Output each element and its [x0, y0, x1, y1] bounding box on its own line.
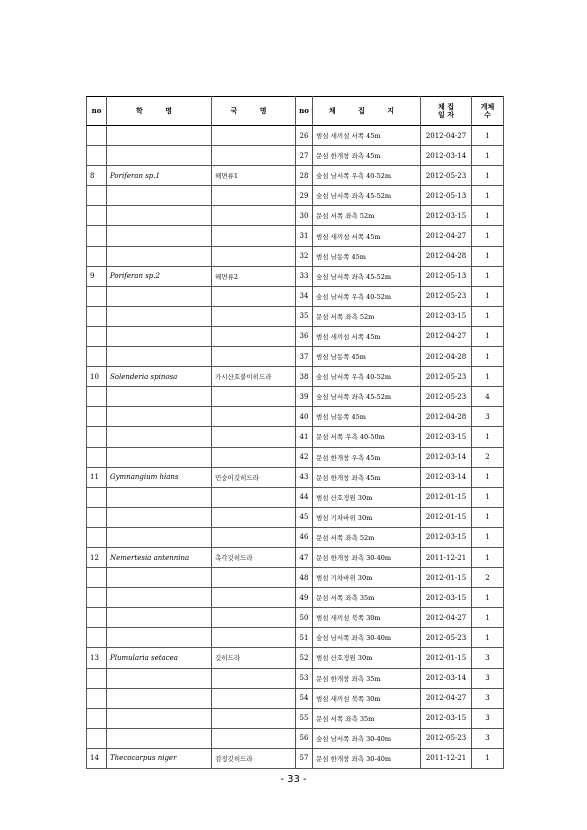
- cell-collection-date: 2012-05-23: [421, 728, 472, 748]
- cell-no: 11: [87, 467, 107, 487]
- cell-collection-date: 2012-03-15: [421, 427, 472, 447]
- cell-korean-name: [212, 146, 296, 166]
- cell-collection-date: 2012-03-15: [421, 527, 472, 547]
- cell-scientific-name: [107, 226, 212, 246]
- cell-no: [87, 126, 107, 146]
- cell-no: 9: [87, 266, 107, 286]
- cell-no: [87, 286, 107, 306]
- cell-collection-date: 2012-03-15: [421, 588, 472, 608]
- table-row: [87, 306, 504, 326]
- table-row: [87, 467, 504, 487]
- cell-count: 1: [472, 427, 504, 447]
- cell-count: 1: [472, 306, 504, 326]
- cell-collection-date: 2012-04-28: [421, 407, 472, 427]
- cell-collection-site: 숲섬 남서쪽 좌측 30-40m: [313, 728, 421, 748]
- cell-record-no: 26: [296, 126, 313, 146]
- table-row: [87, 628, 504, 648]
- cell-no: [87, 688, 107, 708]
- header-no2: no: [296, 97, 313, 126]
- cell-record-no: 38: [296, 367, 313, 387]
- table-row: [87, 527, 504, 547]
- cell-scientific-name: [107, 447, 212, 467]
- cell-collection-date: 2012-03-15: [421, 306, 472, 326]
- cell-collection-date: 2012-05-23: [421, 166, 472, 186]
- cell-collection-date: 2012-01-15: [421, 507, 472, 527]
- cell-collection-date: 2012-05-23: [421, 628, 472, 648]
- cell-scientific-name: [107, 146, 212, 166]
- cell-scientific-name: [107, 126, 212, 146]
- cell-record-no: 28: [296, 166, 313, 186]
- cell-no: [87, 387, 107, 407]
- cell-record-no: 50: [296, 608, 313, 628]
- cell-collection-date: 2012-05-23: [421, 387, 472, 407]
- cell-collection-site: 범섬 산호정원 30m: [313, 648, 421, 668]
- cell-count: 4: [472, 387, 504, 407]
- cell-no: [87, 326, 107, 346]
- table-row: [87, 367, 504, 387]
- table-row: [87, 507, 504, 527]
- page-number: - 33 -: [280, 774, 307, 785]
- cell-korean-name: [212, 668, 296, 688]
- cell-collection-site: 범섬 남동쪽 45m: [313, 246, 421, 266]
- table-row: [87, 568, 504, 588]
- cell-korean-name: [212, 206, 296, 226]
- cell-count: 1: [472, 347, 504, 367]
- cell-count: 1: [472, 547, 504, 567]
- cell-collection-site: 범섬 남동쪽 45m: [313, 347, 421, 367]
- cell-scientific-name: Poriferan sp.2: [107, 266, 212, 286]
- cell-count: 3: [472, 668, 504, 688]
- cell-korean-name: [212, 186, 296, 206]
- cell-korean-name: [212, 246, 296, 266]
- cell-scientific-name: [107, 728, 212, 748]
- cell-no: [87, 568, 107, 588]
- cell-scientific-name: [107, 306, 212, 326]
- cell-collection-site: 숲섬 남서쪽 좌측 45-52m: [313, 186, 421, 206]
- table-row: [87, 407, 504, 427]
- cell-no: [87, 487, 107, 507]
- cell-korean-name: [212, 126, 296, 146]
- cell-no: 13: [87, 648, 107, 668]
- cell-count: 1: [472, 507, 504, 527]
- table-row: [87, 347, 504, 367]
- cell-scientific-name: Thecocarpus niger: [107, 748, 212, 768]
- cell-scientific-name: [107, 387, 212, 407]
- cell-collection-date: 2012-04-27: [421, 688, 472, 708]
- cell-collection-date: 2012-03-14: [421, 668, 472, 688]
- cell-count: 1: [472, 286, 504, 306]
- cell-korean-name: [212, 608, 296, 628]
- cell-no: [87, 708, 107, 728]
- cell-collection-site: 문섬 서쪽 좌측 35m: [313, 588, 421, 608]
- cell-collection-site: 문섬 한개창 좌측 35m: [313, 668, 421, 688]
- cell-scientific-name: Plumularia setacea: [107, 648, 212, 668]
- header-no: no: [87, 97, 107, 126]
- cell-scientific-name: [107, 668, 212, 688]
- cell-korean-name: [212, 347, 296, 367]
- cell-count: 1: [472, 487, 504, 507]
- table-row: [87, 648, 504, 668]
- cell-scientific-name: [107, 326, 212, 346]
- cell-korean-name: [212, 387, 296, 407]
- table-row: [87, 588, 504, 608]
- cell-count: 1: [472, 266, 504, 286]
- header-collection-site: 채 집 지: [313, 97, 421, 126]
- cell-korean-name: [212, 568, 296, 588]
- cell-collection-date: 2012-03-15: [421, 206, 472, 226]
- cell-collection-site: 범섬 새끼섬 서쪽 45m: [313, 126, 421, 146]
- cell-collection-site: 범섬 새끼섬 북쪽 30m: [313, 688, 421, 708]
- cell-record-no: 56: [296, 728, 313, 748]
- table-row: [87, 688, 504, 708]
- cell-collection-site: 문섬 서쪽 우측 40-50m: [313, 427, 421, 447]
- cell-collection-date: 2012-04-27: [421, 226, 472, 246]
- cell-korean-name: [212, 447, 296, 467]
- cell-count: 1: [472, 608, 504, 628]
- table-row: [87, 487, 504, 507]
- cell-korean-name: 해면류1: [212, 166, 296, 186]
- cell-collection-date: 2012-04-27: [421, 326, 472, 346]
- cell-collection-site: 문섬 서쪽 좌측 52m: [313, 206, 421, 226]
- cell-collection-date: 2012-03-14: [421, 467, 472, 487]
- cell-count: 1: [472, 588, 504, 608]
- cell-collection-date: 2012-04-28: [421, 347, 472, 367]
- table-row: [87, 447, 504, 467]
- cell-count: 3: [472, 648, 504, 668]
- cell-record-no: 34: [296, 286, 313, 306]
- cell-collection-site: 범섬 산호정원 30m: [313, 487, 421, 507]
- cell-collection-site: 범섬 기차바위 30m: [313, 507, 421, 527]
- cell-collection-site: 숲섬 남서쪽 우측 40-52m: [313, 286, 421, 306]
- cell-collection-site: 숲섬 남서쪽 좌측 45-52m: [313, 387, 421, 407]
- cell-collection-site: 범섬 기차바위 30m: [313, 568, 421, 588]
- cell-collection-site: 범섬 새끼섬 서쪽 45m: [313, 326, 421, 346]
- cell-count: 1: [472, 367, 504, 387]
- cell-korean-name: [212, 326, 296, 346]
- cell-korean-name: 촉각깃히드라: [212, 547, 296, 567]
- cell-record-no: 40: [296, 407, 313, 427]
- cell-collection-site: 문섬 서쪽 좌측 52m: [313, 306, 421, 326]
- table-row: [87, 387, 504, 407]
- cell-count: 1: [472, 246, 504, 266]
- cell-korean-name: 민숭이깃히드라: [212, 467, 296, 487]
- cell-korean-name: [212, 487, 296, 507]
- cell-collection-date: 2012-05-13: [421, 266, 472, 286]
- cell-record-no: 35: [296, 306, 313, 326]
- cell-count: 1: [472, 748, 504, 768]
- cell-collection-site: 문섬 서쪽 좌측 35m: [313, 708, 421, 728]
- cell-collection-site: 범섬 새끼섬 서쪽 45m: [313, 226, 421, 246]
- cell-scientific-name: [107, 427, 212, 447]
- cell-collection-site: 문섬 한개창 좌측 30-40m: [313, 547, 421, 567]
- table-row: [87, 668, 504, 688]
- cell-korean-name: [212, 728, 296, 748]
- cell-collection-date: 2012-05-23: [421, 286, 472, 306]
- cell-collection-site: 문섬 한개창 우측 45m: [313, 447, 421, 467]
- table-row: [87, 166, 504, 186]
- header-count: 개체 수: [472, 97, 504, 126]
- cell-no: [87, 588, 107, 608]
- cell-record-no: 27: [296, 146, 313, 166]
- cell-collection-date: 2012-05-23: [421, 367, 472, 387]
- cell-korean-name: [212, 628, 296, 648]
- cell-scientific-name: [107, 588, 212, 608]
- table-row: [87, 246, 504, 266]
- cell-collection-date: 2012-01-15: [421, 487, 472, 507]
- cell-record-no: 41: [296, 427, 313, 447]
- table-row: [87, 427, 504, 447]
- cell-collection-site: 문섬 서쪽 좌측 52m: [313, 527, 421, 547]
- cell-korean-name: [212, 588, 296, 608]
- cell-collection-site: 숲섬 남서쪽 우측 40-52m: [313, 367, 421, 387]
- cell-count: 1: [472, 166, 504, 186]
- cell-record-no: 42: [296, 447, 313, 467]
- cell-count: 1: [472, 206, 504, 226]
- cell-no: [87, 146, 107, 166]
- cell-korean-name: [212, 708, 296, 728]
- cell-record-no: 57: [296, 748, 313, 768]
- cell-no: [87, 226, 107, 246]
- cell-record-no: 48: [296, 568, 313, 588]
- table-row: [87, 186, 504, 206]
- cell-scientific-name: [107, 628, 212, 648]
- cell-no: [87, 186, 107, 206]
- cell-scientific-name: [107, 487, 212, 507]
- cell-scientific-name: [107, 286, 212, 306]
- cell-count: 1: [472, 467, 504, 487]
- cell-count: 3: [472, 728, 504, 748]
- cell-collection-site: 범섬 새끼섬 북쪽 30m: [313, 608, 421, 628]
- cell-record-no: 51: [296, 628, 313, 648]
- cell-collection-date: 2012-04-27: [421, 608, 472, 628]
- cell-scientific-name: Solenderia spinosa: [107, 367, 212, 387]
- cell-scientific-name: [107, 527, 212, 547]
- cell-scientific-name: [107, 708, 212, 728]
- cell-no: [87, 347, 107, 367]
- cell-scientific-name: [107, 608, 212, 628]
- cell-korean-name: 검정깃히드라: [212, 748, 296, 768]
- cell-korean-name: 깃히드라: [212, 648, 296, 668]
- cell-collection-date: 2012-01-15: [421, 568, 472, 588]
- cell-collection-site: 숲섬 남서쪽 좌측 45-52m: [313, 266, 421, 286]
- cell-no: 14: [87, 748, 107, 768]
- cell-count: 1: [472, 126, 504, 146]
- table-row: [87, 748, 504, 768]
- table-body: [87, 126, 504, 769]
- cell-korean-name: 가시산호붙이히드라: [212, 367, 296, 387]
- table-row: [87, 266, 504, 286]
- cell-korean-name: 해면류2: [212, 266, 296, 286]
- cell-count: 1: [472, 146, 504, 166]
- cell-korean-name: [212, 688, 296, 708]
- cell-collection-date: 2012-01-15: [421, 648, 472, 668]
- cell-collection-date: 2012-03-14: [421, 146, 472, 166]
- cell-no: 10: [87, 367, 107, 387]
- table-row: [87, 206, 504, 226]
- cell-record-no: 39: [296, 387, 313, 407]
- header-korean-name: 국 명: [212, 97, 296, 126]
- cell-korean-name: [212, 226, 296, 246]
- cell-collection-site: 문섬 한개창 좌측 45m: [313, 146, 421, 166]
- cell-scientific-name: Poriferan sp.1: [107, 166, 212, 186]
- cell-collection-site: 문섬 한개창 좌측 30-40m: [313, 748, 421, 768]
- cell-scientific-name: [107, 407, 212, 427]
- specimen-table: [86, 96, 504, 769]
- table-header: [87, 97, 504, 126]
- cell-count: 3: [472, 407, 504, 427]
- cell-collection-site: 범섬 남동쪽 45m: [313, 407, 421, 427]
- cell-count: 1: [472, 326, 504, 346]
- cell-count: 1: [472, 226, 504, 246]
- cell-record-no: 43: [296, 467, 313, 487]
- cell-no: [87, 427, 107, 447]
- cell-record-no: 45: [296, 507, 313, 527]
- cell-count: 1: [472, 628, 504, 648]
- header-scientific-name: 학 명: [107, 97, 212, 126]
- cell-no: [87, 668, 107, 688]
- cell-no: [87, 447, 107, 467]
- cell-count: 1: [472, 186, 504, 206]
- cell-korean-name: [212, 286, 296, 306]
- table-row: [87, 226, 504, 246]
- cell-record-no: 47: [296, 547, 313, 567]
- cell-collection-site: 문섬 한개창 좌측 45m: [313, 467, 421, 487]
- cell-scientific-name: [107, 206, 212, 226]
- cell-record-no: 46: [296, 527, 313, 547]
- table-row: [87, 126, 504, 146]
- cell-record-no: 54: [296, 688, 313, 708]
- cell-no: 12: [87, 547, 107, 567]
- cell-no: 8: [87, 166, 107, 186]
- cell-korean-name: [212, 507, 296, 527]
- table-row: [87, 728, 504, 748]
- cell-collection-date: 2011-12-21: [421, 748, 472, 768]
- cell-record-no: 29: [296, 186, 313, 206]
- cell-scientific-name: Nemertesia antennina: [107, 547, 212, 567]
- cell-count: 1: [472, 527, 504, 547]
- cell-collection-date: 2012-05-13: [421, 186, 472, 206]
- cell-record-no: 37: [296, 347, 313, 367]
- cell-korean-name: [212, 407, 296, 427]
- table-row: [87, 146, 504, 166]
- cell-scientific-name: [107, 246, 212, 266]
- cell-collection-date: 2012-03-15: [421, 708, 472, 728]
- cell-collection-site: 숲섬 남서쪽 우측 40-52m: [313, 166, 421, 186]
- table-row: [87, 547, 504, 567]
- cell-record-no: 52: [296, 648, 313, 668]
- header-collection-date: 채 집 일 자: [421, 97, 472, 126]
- cell-record-no: 31: [296, 226, 313, 246]
- cell-record-no: 30: [296, 206, 313, 226]
- cell-collection-date: 2012-04-28: [421, 246, 472, 266]
- cell-no: [87, 507, 107, 527]
- cell-scientific-name: [107, 507, 212, 527]
- cell-scientific-name: [107, 688, 212, 708]
- cell-scientific-name: [107, 186, 212, 206]
- cell-count: 3: [472, 708, 504, 728]
- cell-no: [87, 246, 107, 266]
- cell-no: [87, 306, 107, 326]
- cell-record-no: 55: [296, 708, 313, 728]
- cell-no: [87, 728, 107, 748]
- table-row: [87, 708, 504, 728]
- cell-count: 2: [472, 568, 504, 588]
- cell-record-no: 53: [296, 668, 313, 688]
- cell-record-no: 49: [296, 588, 313, 608]
- cell-korean-name: [212, 527, 296, 547]
- table-row: [87, 608, 504, 628]
- cell-scientific-name: [107, 347, 212, 367]
- cell-record-no: 32: [296, 246, 313, 266]
- cell-no: [87, 527, 107, 547]
- cell-scientific-name: Gymnangium hians: [107, 467, 212, 487]
- table-row: [87, 326, 504, 346]
- cell-collection-date: 2011-12-21: [421, 547, 472, 567]
- cell-record-no: 33: [296, 266, 313, 286]
- cell-no: [87, 407, 107, 427]
- cell-no: [87, 608, 107, 628]
- cell-record-no: 36: [296, 326, 313, 346]
- cell-count: 3: [472, 688, 504, 708]
- table-row: [87, 286, 504, 306]
- cell-korean-name: [212, 306, 296, 326]
- cell-scientific-name: [107, 568, 212, 588]
- cell-collection-date: 2012-03-14: [421, 447, 472, 467]
- cell-record-no: 44: [296, 487, 313, 507]
- cell-collection-site: 숲섬 남서쪽 좌측 30-40m: [313, 628, 421, 648]
- cell-count: 2: [472, 447, 504, 467]
- cell-korean-name: [212, 427, 296, 447]
- cell-no: [87, 206, 107, 226]
- cell-collection-date: 2012-04-27: [421, 126, 472, 146]
- cell-no: [87, 628, 107, 648]
